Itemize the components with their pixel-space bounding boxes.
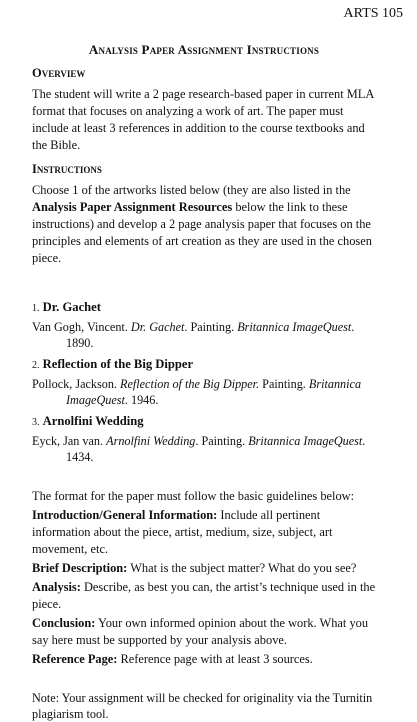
artwork-title bbox=[32, 356, 376, 374]
guideline-text: Include all pertinent information about the piece, artist, medium, size, subject, art movement, etc. bbox=[32, 508, 333, 556]
guideline-analysis bbox=[32, 579, 376, 613]
citation-artist: Pollock, Jackson. bbox=[32, 377, 121, 391]
guideline-label: Introduction/General Information: bbox=[32, 508, 218, 522]
citation-source: Britannica ImageQuest bbox=[66, 377, 362, 407]
guideline-text: What is the subject matter? What do you see? bbox=[127, 561, 357, 575]
citation-medium: . Painting. bbox=[195, 434, 249, 448]
document-title: Analysis Paper Assignment Instructions bbox=[88, 42, 320, 57]
guideline-introduction bbox=[32, 507, 376, 558]
guideline-conclusion bbox=[32, 615, 376, 649]
artwork-citation bbox=[32, 376, 376, 408]
instructions-heading: Instructions bbox=[32, 162, 102, 176]
citation-artist: Van Gogh, Vincent. bbox=[32, 320, 131, 334]
citation-work: Arnolfini Wedding bbox=[106, 434, 196, 448]
plagiarism-note: Note: Your assignment will be checked for originality via the Turnitin plagiarism tool. bbox=[32, 691, 373, 721]
artwork-number: 2. bbox=[32, 360, 40, 371]
artwork-citation bbox=[32, 319, 376, 351]
artwork-item bbox=[32, 356, 376, 408]
artwork-item bbox=[32, 413, 376, 465]
overview-heading: Overview bbox=[32, 66, 86, 80]
artwork-item bbox=[32, 299, 376, 351]
artwork-name: Dr. Gachet bbox=[42, 300, 101, 314]
resources-reference: Analysis Paper Assignment Resources bbox=[32, 200, 233, 214]
citation-medium: . Painting. bbox=[184, 320, 238, 334]
format-intro: The format for the paper must follow the basic guidelines below: bbox=[32, 489, 355, 503]
guideline-label: Conclusion: bbox=[32, 616, 96, 630]
guideline-label: Brief Description: bbox=[32, 561, 128, 575]
artwork-citation bbox=[32, 433, 376, 465]
course-code: ARTS 105 bbox=[343, 6, 403, 21]
citation-medium: Painting. bbox=[259, 377, 309, 391]
citation-source: Britannica ImageQuest bbox=[248, 434, 363, 448]
citation-work: Reflection of the Big Dipper. bbox=[120, 377, 260, 391]
artwork-number: 3. bbox=[32, 417, 40, 428]
guideline-label: Analysis: bbox=[32, 580, 81, 594]
instructions-text-post: below the link to these instructions) and develop a 2 page analysis paper that focuses on the principles and elements of art creation as they are used in the chosen piece. bbox=[32, 200, 372, 265]
guideline-label: Reference Page: bbox=[32, 652, 118, 666]
citation-work: Dr. Gachet bbox=[130, 320, 185, 334]
artwork-name: Arnolfini Wedding bbox=[42, 414, 144, 428]
guideline-text: Your own informed opinion about the work. What you say here must be supported by your analysis above. bbox=[32, 616, 369, 647]
instructions-text bbox=[32, 182, 376, 267]
citation-year: . 1434. bbox=[66, 434, 366, 464]
overview-text: The student will write a 2 page research-based paper in current MLA format that focuses on analyzing a work of art. The paper must include at least 3 references in addition to the course textbooks and the Bible. bbox=[32, 87, 374, 152]
artwork-number: 1. bbox=[32, 303, 40, 314]
artwork-title bbox=[32, 413, 376, 431]
guideline-text: Describe, as best you can, the artist’s technique used in the piece. bbox=[32, 580, 376, 611]
instructions-text-pre: Choose 1 of the artworks listed below (they are also listed in the bbox=[32, 183, 351, 197]
guideline-text: Reference page with at least 3 sources. bbox=[117, 652, 313, 666]
artwork-name: Reflection of the Big Dipper bbox=[42, 357, 194, 371]
artwork-title bbox=[32, 299, 376, 317]
guideline-references bbox=[32, 651, 376, 668]
document-body bbox=[32, 42, 376, 722]
citation-year: . 1946. bbox=[124, 393, 159, 407]
citation-source: Britannica ImageQuest bbox=[237, 320, 352, 334]
citation-artist: Eyck, Jan van. bbox=[32, 434, 107, 448]
guideline-description bbox=[32, 560, 376, 577]
citation-year: . 1890. bbox=[66, 320, 355, 350]
